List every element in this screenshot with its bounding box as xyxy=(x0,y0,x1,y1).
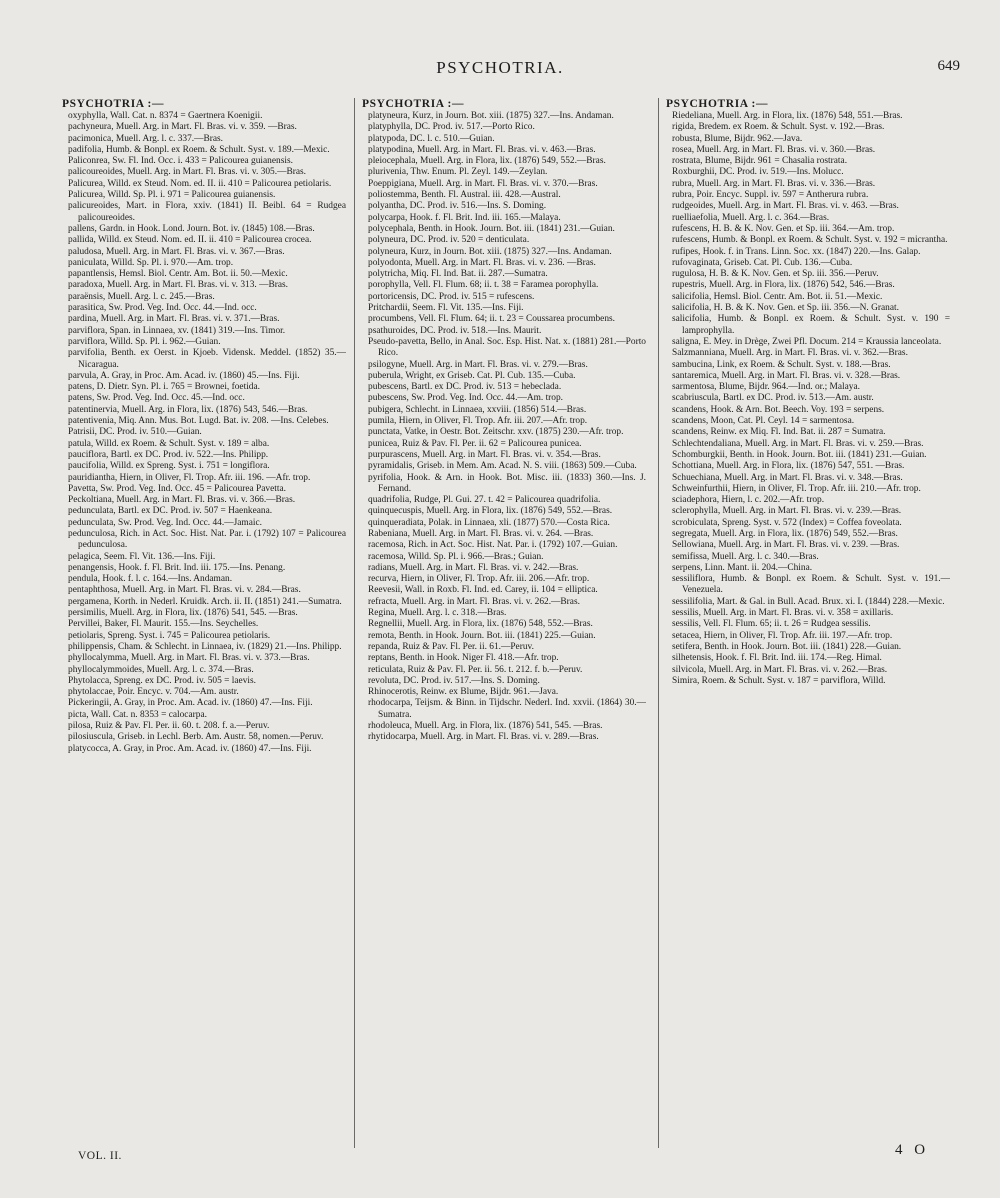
index-entry: padifolia, Humb. & Bonpl. ex Roem. & Schult. Syst. v. 189.—Mexic. xyxy=(68,144,330,155)
index-entry: rufescens, Humb. & Bonpl. ex Roem. & Schult. Syst. v. 192 = micrantha. xyxy=(672,235,948,246)
column-divider xyxy=(658,98,659,1148)
index-entry: Palicurea, Willd. ex Steud. Nom. ed. II. ii. 410 = Palicourea petiolaris. xyxy=(68,178,332,189)
index-entry: portoricensis, DC. Prod. iv. 515 = rufescens. xyxy=(368,291,535,302)
index-entry: repanda, Ruiz & Pav. Fl. Per. ii. 61.—Peruv. xyxy=(368,641,534,652)
index-entry: polyantha, DC. Prod. iv. 516.—Ins. S. Doming. xyxy=(368,201,547,212)
index-entry: Regnellii, Muell. Arg. in Flora, lix. (1876) 548, 552.—Bras. xyxy=(368,619,593,630)
index-entry: platycocca, A. Gray, in Proc. Am. Acad. iv. (1860) 47.—Ins. Fiji. xyxy=(68,743,312,754)
index-entry: reptans, Benth. in Hook. Niger Fl. 418.—Afr. trop. xyxy=(368,653,559,664)
page-footer xyxy=(0,1142,1000,1190)
index-entry: Pritchardii, Seem. Fl. Vit. 135.—Ins. Fiji. xyxy=(368,303,524,314)
index-entry: pacimonica, Muell. Arg. l. c. 337.—Bras. xyxy=(68,133,224,144)
index-entry: phyllocalymma, Muell. Arg. in Mart. Fl. Bras. vi. v. 373.—Bras. xyxy=(68,653,310,664)
index-entry: Rabeniana, Muell. Arg. in Mart. Fl. Bras. vi. v. 264. —Bras. xyxy=(368,528,594,539)
index-entry: polyodonta, Muell. Arg. in Mart. Fl. Bras. vi. v. 236. —Bras. xyxy=(368,257,596,268)
index-entry: parasitica, Sw. Prod. Veg. Ind. Occ. 44.—Ind. occ. xyxy=(68,303,257,314)
signature-mark: 4 O xyxy=(895,1142,930,1158)
index-entry: phyllocalymmoides, Muell. Arg. l. c. 374.—Bras. xyxy=(68,664,254,675)
index-entry: rhodocarpa, Teijsm. & Binn. in Tijdschr. Nederl. Ind. xxvii. (1864) 30.—Sumatra. xyxy=(368,698,646,720)
index-entry: sambucina, Link, ex Roem. & Schult. Syst. v. 188.—Bras. xyxy=(672,359,891,370)
index-entry: paucifolia, Willd. ex Spreng. Syst. i. 751 = longiflora. xyxy=(68,461,270,472)
column-3 xyxy=(666,98,950,1148)
index-entry: Phytolacca, Spreng. ex DC. Prod. iv. 505 = laevis. xyxy=(68,675,256,686)
index-entry: Regina, Muell. Arg. l. c. 318.—Bras. xyxy=(368,608,507,619)
index-entry: patens, Sw. Prod. Veg. Ind. Occ. 45.—Ind. occ. xyxy=(68,393,245,404)
index-entry: rupestris, Muell. Arg. in Flora, lix. (1876) 542, 546.—Bras. xyxy=(672,280,895,291)
index-entry: racemosa, Rich. in Act. Soc. Hist. Nat. Par. i. (1792) 107.—Guian. xyxy=(368,540,618,551)
index-entry: pleiocephala, Muell. Arg. in Flora, lix. (1876) 549, 552.—Bras. xyxy=(368,156,606,167)
index-entry: robusta, Blume, Bijdr. 962.—Java. xyxy=(672,133,803,144)
index-entry: sciadephora, Hiern, l. c. 202.—Afr. trop. xyxy=(672,495,825,506)
index-entry: Simira, Roem. & Schult. Syst. v. 187 = parviflora, Willd. xyxy=(672,675,886,686)
index-entry: papantlensis, Hemsl. Biol. Centr. Am. Bot. ii. 50.—Mexic. xyxy=(68,269,288,280)
index-entry: psathuroides, DC. Prod. iv. 518.—Ins. Maurit. xyxy=(368,325,542,336)
column-2 xyxy=(362,98,646,1148)
index-entry: paludosa, Muell. Arg. in Mart. Fl. Bras. vi. v. 367.—Bras. xyxy=(68,246,285,257)
index-entry: sessilifolia, Mart. & Gal. in Bull. Acad. Brux. xi. I. (1844) 228.—Mexic. xyxy=(672,596,945,607)
index-entry: pilosiuscula, Griseb. in Lechl. Berb. Am. Austr. 58, nomen.—Peruv. xyxy=(68,732,324,743)
index-entry: plurivenia, Thw. Enum. Pl. Zeyl. 149.—Zeylan. xyxy=(368,167,548,178)
index-entry: sarmentosa, Blume, Bijdr. 964.—Ind. or.; Malaya. xyxy=(672,382,860,393)
index-entry: sclerophylla, Muell. Arg. in Mart. Fl. Bras. vi. v. 239.—Bras. xyxy=(672,506,902,517)
index-entry: Pervillei, Baker, Fl. Maurit. 155.—Ins. Seychelles. xyxy=(68,619,259,630)
index-entry: sessilis, Muell. Arg. in Mart. Fl. Bras. vi. v. 358 = axillaris. xyxy=(672,608,894,619)
index-entry: philippensis, Cham. & Schlecht. in Linnaea, iv. (1829) 21.—Ins. Philipp. xyxy=(68,641,342,652)
index-entry: pedunculata, Sw. Prod. Veg. Ind. Occ. 44.—Jamaic. xyxy=(68,517,262,528)
index-entry: platypoda, DC. l. c. 510.—Guian. xyxy=(368,133,495,144)
index-entry: patentinervia, Muell. Arg. in Flora, lix. (1876) 543, 546.—Bras. xyxy=(68,404,308,415)
index-entry: polyneura, Kurz, in Journ. Bot. xiii. (1875) 327.—Ins. Andaman. xyxy=(368,246,612,257)
index-entry: Roxburghii, DC. Prod. iv. 519.—Ins. Molucc. xyxy=(672,167,844,178)
index-entry: setifera, Benth. in Hook. Journ. Bot. iii. (1841) 228.—Guian. xyxy=(672,641,902,652)
index-entry: procumbens, Vell. Fl. Flum. 64; ii. t. 23 = Coussarea procumbens. xyxy=(368,314,616,325)
index-entry: silvicola, Muell. Arg. in Mart. Fl. Bras. vi. v. 262.—Bras. xyxy=(672,664,888,675)
index-entry: polytricha, Miq. Fl. Ind. Bat. ii. 287.—Sumatra. xyxy=(368,269,548,280)
index-entry: Sellowiana, Muell. Arg. in Mart. Fl. Bras. vi. v. 239. —Bras. xyxy=(672,540,900,551)
index-entry: picta, Wall. Cat. n. 8353 = calocarpa. xyxy=(68,709,207,720)
index-entry: quinqueradiata, Polak. in Linnaea, xli. (1877) 570.—Costa Rica. xyxy=(368,517,610,528)
index-entry: salicifolia, H. B. & K. Nov. Gen. et Sp. iii. 356.—N. Granat. xyxy=(672,303,899,314)
index-entry: pumila, Hiern, in Oliver, Fl. Trop. Afr. iii. 207.—Afr. trop. xyxy=(368,416,588,427)
index-entry: rostrata, Blume, Bijdr. 961 = Chasalia rostrata. xyxy=(672,156,848,167)
index-entry: patentivenia, Miq. Ann. Mus. Bot. Lugd. Bat. iv. 208. —Ins. Celebes. xyxy=(68,416,329,427)
index-entry: parvula, A. Gray, in Proc. Am. Acad. iv. (1860) 45.—Ins. Fiji. xyxy=(68,370,300,381)
index-entry: pilosa, Ruiz & Pav. Fl. Per. ii. 60. t. 208. f. a.—Peruv. xyxy=(68,721,270,732)
index-entry: rufipes, Hook. f. in Trans. Linn. Soc. xx. (1847) 220.—Ins. Galap. xyxy=(672,246,921,257)
index-entry: Poeppigiana, Muell. Arg. in Mart. Fl. Bras. vi. v. 370.—Bras. xyxy=(368,178,598,189)
index-entry: revoluta, DC. Prod. iv. 517.—Ins. S. Doming. xyxy=(368,675,540,686)
index-entry: pallens, Gardn. in Hook. Lond. Journ. Bot. iv. (1845) 108.—Bras. xyxy=(68,223,315,234)
column-heading: PSYCHOTRIA :— xyxy=(62,98,165,110)
index-entry: rigida, Bredem. ex Roem. & Schult. Syst. v. 192.—Bras. xyxy=(672,122,885,133)
index-entry: porophylla, Vell. Fl. Flum. 68; ii. t. 38 = Faramea porophylla. xyxy=(368,280,599,291)
index-entry: santaremica, Muell. Arg. in Mart. Fl. Bras. vi. v. 328.—Bras. xyxy=(672,370,901,381)
index-entry: pedunculata, Bartl. ex DC. Prod. iv. 507 = Haenkeana. xyxy=(68,506,273,517)
index-entry: pelagica, Seem. Fl. Vit. 136.—Ins. Fiji. xyxy=(68,551,216,562)
index-entry: Paliconrea, Sw. Fl. Ind. Occ. i. 433 = Palicourea guianensis. xyxy=(68,156,293,167)
index-entry: segregata, Muell. Arg. in Flora, lix. (1876) 549, 552.—Bras. xyxy=(672,528,898,539)
index-entry: scandens, Moon, Cat. Pl. Ceyl. 14 = sarmentosa. xyxy=(672,416,855,427)
index-entry: scrobiculata, Spreng. Syst. v. 572 (Index) = Coffea foveolata. xyxy=(672,517,902,528)
index-entry: oxyphylla, Wall. Cat. n. 8374 = Gaertnera Koenigii. xyxy=(68,111,263,121)
index-entry: polyneura, DC. Prod. iv. 520 = denticulata. xyxy=(368,235,530,246)
index-entry: setacea, Hiern, in Oliver, Fl. Trop. Afr. iii. 197.—Afr. trop. xyxy=(672,630,893,641)
index-entry: pachyneura, Muell. Arg. in Mart. Fl. Bras. vi. v. 359. —Bras. xyxy=(68,122,297,133)
index-columns xyxy=(62,98,966,1148)
index-entry: racemosa, Willd. Sp. Pl. i. 966.—Bras.; Guian. xyxy=(368,551,544,562)
index-entry: parvifolia, Benth. ex Oerst. in Kjoeb. Vidensk. Meddel. (1852) 35.—Nicaragua. xyxy=(68,348,346,370)
index-entry: platyphylla, DC. Prod. iv. 517.—Porto Rico. xyxy=(368,122,535,133)
index-entry: paraënsis, Muell. Arg. l. c. 245.—Bras. xyxy=(68,291,215,302)
index-entry: scandens, Reinw. ex Miq. Fl. Ind. Bat. ii. 287 = Sumatra. xyxy=(672,427,886,438)
index-entry: rubra, Poir. Encyc. Suppl. iv. 597 = Antherura rubra. xyxy=(672,190,869,201)
index-entry: platypodina, Muell. Arg. in Mart. Fl. Bras. vi. v. 463.—Bras. xyxy=(368,144,596,155)
column-heading: PSYCHOTRIA :— xyxy=(666,98,769,110)
index-entry: psilogyne, Muell. Arg. in Mart. Fl. Bras. vi. v. 279.—Bras. xyxy=(368,359,588,370)
index-entry: petiolaris, Spreng. Syst. i. 745 = Palicourea petiolaris. xyxy=(68,630,271,641)
index-entry: Rhinocerotis, Reinw. ex Blume, Bijdr. 961.—Java. xyxy=(368,687,559,698)
index-entry: pentaphthosa, Muell. Arg. in Mart. Fl. Bras. vi. v. 284.—Bras. xyxy=(68,585,301,596)
index-entry: scabriuscula, Bartl. ex DC. Prod. iv. 513.—Am. austr. xyxy=(672,393,874,404)
index-entry: refracta, Muell. Arg. in Mart. Fl. Bras. vi. v. 262.—Bras. xyxy=(368,596,580,607)
index-entry: purpurascens, Muell. Arg. in Mart. Fl. Bras. vi. v. 354.—Bras. xyxy=(368,449,601,460)
index-entry: silhetensis, Hook. f. Fl. Brit. Ind. iii. 174.—Reg. Himal. xyxy=(672,653,882,664)
index-entry: Schuechiana, Muell. Arg. in Mart. Fl. Bras. vi. v. 348.—Bras. xyxy=(672,472,903,483)
index-entry: Patrisii, DC. Prod. iv. 510.—Guian. xyxy=(68,427,202,438)
index-entry: rugulosa, H. B. & K. Nov. Gen. et Sp. iii. 356.—Peruv. xyxy=(672,269,879,280)
index-entry: penangensis, Hook. f. Fl. Brit. Ind. iii. 175.—Ins. Penang. xyxy=(68,562,286,573)
index-entry: parviflora, Willd. Sp. Pl. i. 962.—Guian. xyxy=(68,336,221,347)
index-entry: pardina, Muell. Arg. in Mart. Fl. Bras. vi. v. 371.—Bras. xyxy=(68,314,280,325)
index-entry: Riedeliana, Muell. Arg. in Flora, lix. (1876) 548, 551.—Bras. xyxy=(672,111,903,121)
index-entry: Pseudo-pavetta, Bello, in Anal. Soc. Esp. Hist. Nat. x. (1881) 281.—Porto Rico. xyxy=(368,336,646,359)
index-entry: rhodoleuca, Muell. Arg. in Flora, lix. (1876) 541, 545. —Bras. xyxy=(368,721,603,732)
column-divider xyxy=(354,98,355,1148)
volume-label: VOL. II. xyxy=(78,1150,122,1162)
index-entry: pauridiantha, Hiern, in Oliver, Fl. Trop. Afr. iii. 196. —Afr. trop. xyxy=(68,472,311,483)
index-entry: persimilis, Muell. Arg. in Flora, lix. (1876) 541, 545. —Bras. xyxy=(68,608,298,619)
index-entry: phytolaccae, Poir. Encyc. v. 704.—Am. austr. xyxy=(68,687,239,698)
index-entry: scandens, Hook. & Arn. Bot. Beech. Voy. 193 = serpens. xyxy=(672,404,885,415)
index-entry: Schomburgkii, Benth. in Hook. Journ. Bot. iii. (1841) 231.—Guian. xyxy=(672,449,927,460)
index-entry: rosea, Muell. Arg. in Mart. Fl. Bras. vi. v. 360.—Bras. xyxy=(672,144,876,155)
index-entry: paradoxa, Muell. Arg. in Mart. Fl. Bras. vi. v. 313. —Bras. xyxy=(68,280,289,291)
index-entry: salicifolia, Hemsl. Biol. Centr. Am. Bot. ii. 51.—Mexic. xyxy=(672,291,883,302)
index-entry: rhytidocarpa, Muell. Arg. in Mart. Fl. Bras. vi. v. 289.—Bras. xyxy=(368,732,599,743)
index-entry: semifissa, Muell. Arg. l. c. 340.—Bras. xyxy=(672,551,819,562)
index-entry: salicifolia, Humb. & Bonpl. ex Roem. & Schult. Syst. v. 190 = lamprophylla. xyxy=(672,314,950,336)
index-entry: sessilis, Vell. Fl. Flum. 65; ii. t. 26 = Rudgea sessilis. xyxy=(672,619,871,630)
entry-list xyxy=(666,111,950,687)
index-entry: punicea, Ruiz & Pav. Fl. Per. ii. 62 = Palicourea punicea. xyxy=(368,438,582,449)
index-entry: pubescens, Sw. Prod. Veg. Ind. Occ. 44.—Am. trop. xyxy=(368,393,564,404)
index-entry: Pavetta, Sw. Prod. Veg. Ind. Occ. 45 = Palicourea Pavetta. xyxy=(68,483,286,494)
index-entry: sessiliflora, Humb. & Bonpl. ex Roem. & Schult. Syst. v. 191.—Venezuela. xyxy=(672,574,950,596)
index-entry: polycarpa, Hook. f. Fl. Brit. Ind. iii. 165.—Malaya. xyxy=(368,212,561,223)
index-entry: serpens, Linn. Mant. ii. 204.—China. xyxy=(672,562,813,573)
index-entry: Schweinfurthii, Hiern, in Oliver, Fl. Trop. Afr. iii. 210.—Afr. trop. xyxy=(672,483,921,494)
index-entry: polycephala, Benth. in Hook. Journ. Bot. iii. (1841) 231.—Guian. xyxy=(368,223,615,234)
index-entry: pedunculosa, Rich. in Act. Soc. Hist. Nat. Par. i. (1792) 107 = Palicourea pedunculosa. xyxy=(68,528,346,551)
index-entry: Peckoltiana, Muell. Arg. in Mart. Fl. Bras. vi. v. 366.—Bras. xyxy=(68,495,296,506)
index-entry: poliostemma, Benth. Fl. Austral. iii. 428.—Austral. xyxy=(368,190,561,201)
index-entry: rufovaginata, Griseb. Cat. Pl. Cub. 136.—Cuba. xyxy=(672,257,853,268)
index-entry: Salzmanniana, Muell. Arg. in Mart. Fl. Bras. vi. v. 362.—Bras. xyxy=(672,348,908,359)
index-entry: pyramidalis, Griseb. in Mem. Am. Acad. N. S. viii. (1863) 509.—Cuba. xyxy=(368,461,637,472)
entry-list xyxy=(362,111,646,744)
index-entry: radians, Muell. Arg. in Mart. Fl. Bras. vi. v. 242.—Bras. xyxy=(368,562,579,573)
index-entry: Palicurea, Willd. Sp. Pl. i. 971 = Palicourea guianensis. xyxy=(68,190,276,201)
index-entry: rufescens, H. B. & K. Nov. Gen. et Sp. iii. 364.—Am. trop. xyxy=(672,223,895,234)
page-number: 649 xyxy=(937,58,960,74)
index-entry: Pickeringii, A. Gray, in Proc. Am. Acad. iv. (1860) 47.—Ins. Fiji. xyxy=(68,698,313,709)
index-entry: pallida, Willd. ex Steud. Nom. ed. II. ii. 410 = Palicourea crocea. xyxy=(68,235,312,246)
index-entry: pergamena, Korth. in Nederl. Kruidk. Arch. ii. II. (1851) 241.—Sumatra. xyxy=(68,596,342,607)
index-entry: palicureoides, Mart. in Flora, xxiv. (1841) II. Beibl. 64 = Rudgea palicoureoides. xyxy=(68,201,346,223)
index-entry: palicoureoides, Muell. Arg. in Mart. Fl. Bras. vi. v. 305.—Bras. xyxy=(68,167,306,178)
entry-list xyxy=(62,111,346,755)
index-entry: paniculata, Willd. Sp. Pl. i. 970.—Am. trop. xyxy=(68,257,234,268)
running-title: PSYCHOTRIA. xyxy=(436,58,564,77)
index-entry: pyrifolia, Hook. & Arn. in Hook. Bot. Misc. iii. (1833) 360.—Ins. J. Fernand. xyxy=(368,472,646,494)
index-entry: patens, D. Dietr. Syn. Pl. i. 765 = Brownei, foetida. xyxy=(68,382,260,393)
index-entry: rudgeoides, Muell. Arg. in Mart. Fl. Bras. vi. v. 463. —Bras. xyxy=(672,201,899,212)
index-entry: ruelliaefolia, Muell. Arg. l. c. 364.—Bras. xyxy=(672,212,830,223)
index-entry: parviflora, Span. in Linnaea, xv. (1841) 319.—Ins. Timor. xyxy=(68,325,286,336)
index-entry: remota, Benth. in Hook. Journ. Bot. iii. (1841) 225.—Guian. xyxy=(368,630,596,641)
index-entry: quinquecuspis, Muell. Arg. in Flora, lix. (1876) 549, 552.—Bras. xyxy=(368,506,613,517)
index-entry: pendula, Hook. f. l. c. 164.—Ins. Andaman. xyxy=(68,574,233,585)
index-entry: platyneura, Kurz, in Journ. Bot. xiii. (1875) 327.—Ins. Andaman. xyxy=(368,111,614,121)
index-entry: patula, Willd. ex Roem. & Schult. Syst. v. 189 = alba. xyxy=(68,438,270,449)
index-entry: rubra, Muell. Arg. in Mart. Fl. Bras. vi. v. 336.—Bras. xyxy=(672,178,876,189)
index-entry: pubescens, Bartl. ex DC. Prod. iv. 513 = hebeclada. xyxy=(368,382,562,393)
running-header xyxy=(0,56,1000,82)
column-heading: PSYCHOTRIA :— xyxy=(362,98,465,110)
index-entry: reticulata, Ruiz & Pav. Fl. Per. ii. 56. t. 212. f. b.—Peruv. xyxy=(368,664,583,675)
index-entry: pauciflora, Bartl. ex DC. Prod. iv. 522.—Ins. Philipp. xyxy=(68,449,269,460)
column-1 xyxy=(62,98,346,1148)
index-entry: quadrifolia, Rudge, Pl. Gui. 27. t. 42 = Palicourea quadrifolia. xyxy=(368,495,601,506)
index-entry: saligna, E. Mey. in Drège, Zwei Pfl. Docum. 214 = Kraussia lanceolata. xyxy=(672,336,942,347)
index-entry: punctata, Vatke, in Oestr. Bot. Zeitschr. xxv. (1875) 230.—Afr. trop. xyxy=(368,427,624,438)
index-entry: Schlechtendaliana, Muell. Arg. in Mart. Fl. Bras. vi. v. 259.—Bras. xyxy=(672,438,924,449)
index-entry: puberula, Wright, ex Griseb. Cat. Pl. Cub. 135.—Cuba. xyxy=(368,370,576,381)
index-entry: recurva, Hiern, in Oliver, Fl. Trop. Afr. iii. 206.—Afr. trop. xyxy=(368,574,590,585)
index-entry: Reevesii, Wall. in Roxb. Fl. Ind. ed. Carey, ii. 104 = elliptica. xyxy=(368,585,598,596)
index-entry: Schottiana, Muell. Arg. in Flora, lix. (1876) 547, 551. —Bras. xyxy=(672,461,905,472)
index-entry: pubigera, Schlecht. in Linnaea, xxviii. (1856) 514.—Bras. xyxy=(368,404,587,415)
